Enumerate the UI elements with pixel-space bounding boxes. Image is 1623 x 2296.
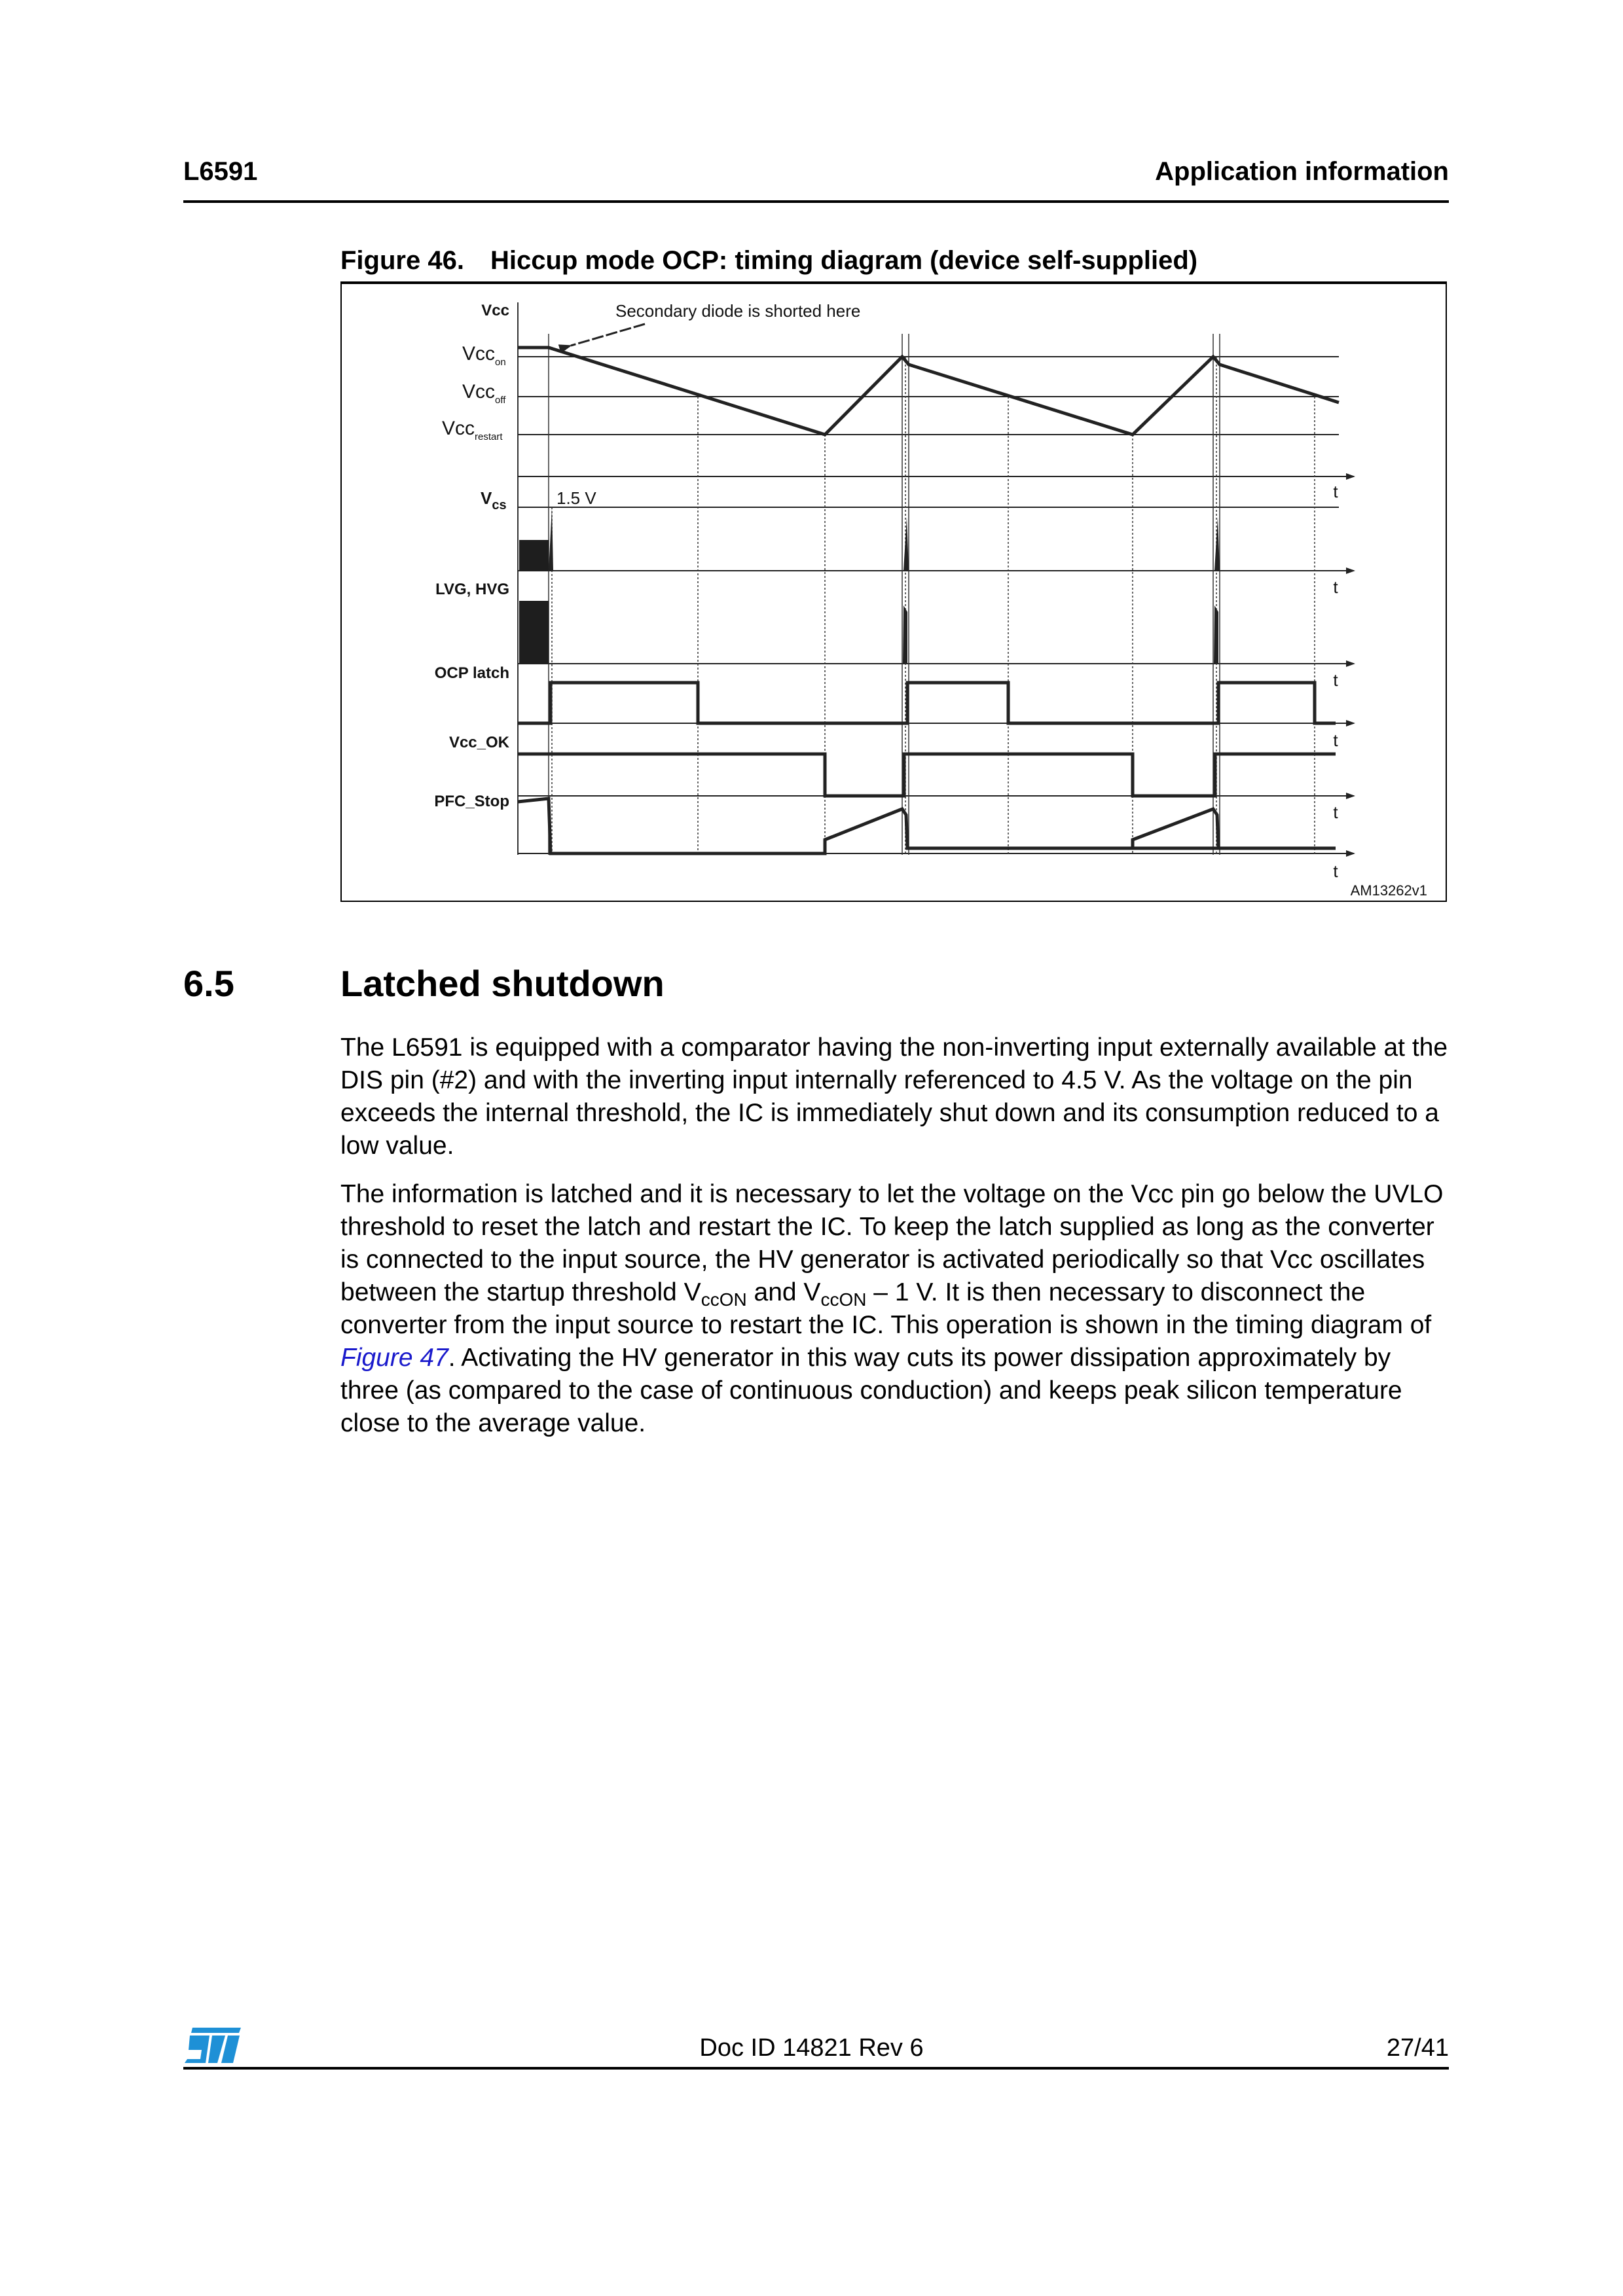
label-vcc-on: Vcc$_{on}$ bbox=[462, 343, 506, 368]
label-vcc-restart: Vcc$_{restart}$ bbox=[442, 418, 503, 442]
svg-text:t: t bbox=[1333, 730, 1338, 750]
figure-number: Figure 46. bbox=[340, 246, 464, 275]
figure-title: Hiccup mode OCP: timing diagram (device self-supplied) bbox=[490, 246, 1198, 275]
timing-diagram bbox=[0, 0, 1623, 916]
paragraph-1: The L6591 is equipped with a comparator having the non-inverting input externally available at the DIS pin (#2) and with the inverting input internally referenced to 4.5 V. As the voltage on the pin exceeds the internal threshold, the IC is immediately shut down and its consumption reduced to a low value. bbox=[340, 1033, 1448, 1160]
vcc-waveform bbox=[518, 348, 1339, 435]
label-lvg-hvg: LVG, HVG bbox=[435, 581, 509, 598]
header-part-number: L6591 bbox=[183, 157, 258, 186]
footer-doc-id: Doc ID 14821 Rev 6 bbox=[699, 2034, 924, 2062]
figure-id: AM13262v1 bbox=[1350, 882, 1427, 899]
label-vcs: $V_{cs}$ bbox=[481, 488, 507, 512]
gate-burst bbox=[519, 601, 549, 664]
paragraph-2: The information is latched and it is necessary to let the voltage on the Vcc pin go below the UVLO threshold to reset the latch and restart the IC. To keep the latch supplied as long as the converter is connected to the input source, the HV generator is activated periodically so that Vcc oscillates between the startup threshold $V_{ccON}$ and $V_{ccON} - 1$ V. It is then necessary to disconnect the converter from the input source to restart the IC. This operation is shown in the timing diagram of Figure 47. Activating the HV generator in this way cuts its power dissipation approximately by three (as compared to the case of continuous conduction) and keeps peak silicon temperature close to the average value. bbox=[340, 1180, 1444, 1437]
time-labels bbox=[1333, 482, 1338, 881]
section-title: Latched shutdown bbox=[340, 963, 665, 1004]
annotation-arrow bbox=[571, 324, 645, 346]
footer-rule bbox=[183, 2067, 1449, 2070]
label-pfc-stop: PFC_Stop bbox=[434, 793, 509, 810]
svg-text:t: t bbox=[1333, 802, 1338, 822]
footer-page-number: 27/41 bbox=[1386, 2034, 1449, 2062]
label-vcc-ok: Vcc_OK bbox=[448, 734, 509, 751]
header-section-title: Application information bbox=[1155, 157, 1449, 186]
svg-text:t: t bbox=[1333, 861, 1338, 881]
svg-text:t: t bbox=[1333, 482, 1338, 501]
label-vcc-off: Vcc$_{off}$ bbox=[462, 381, 506, 406]
svg-text:t: t bbox=[1333, 670, 1338, 690]
threshold-label: 1.5 V bbox=[556, 488, 596, 508]
label-vcc: Vcc bbox=[481, 302, 509, 319]
annotation-text: Secondary diode is shorted here bbox=[615, 301, 861, 321]
vcs-burst bbox=[519, 540, 549, 571]
svg-text:t: t bbox=[1333, 577, 1338, 597]
section-number: 6.5 bbox=[183, 963, 234, 1004]
figure-47-link[interactable]: Figure 47 bbox=[340, 1344, 448, 1372]
label-ocp-latch: OCP latch bbox=[434, 664, 509, 682]
